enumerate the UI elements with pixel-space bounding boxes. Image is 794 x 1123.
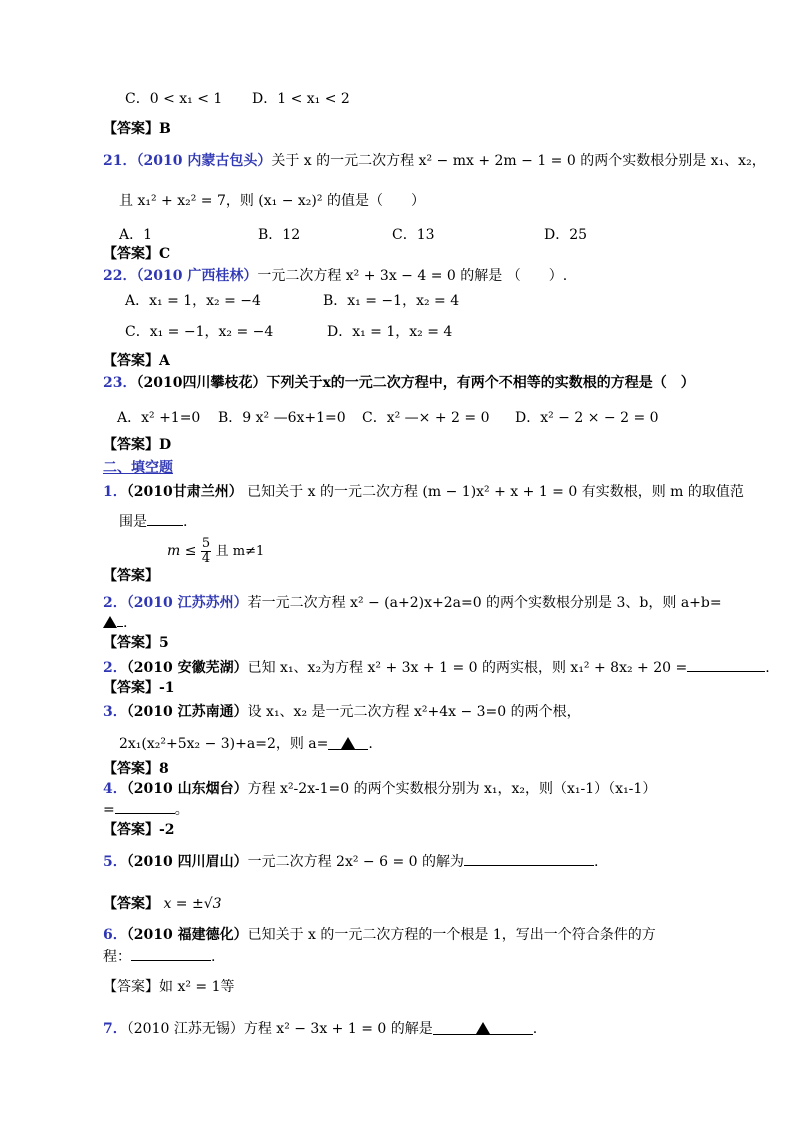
option-c: C．x₁ = −1，x₂ = −4: [125, 324, 274, 340]
period: .: [765, 660, 770, 676]
option-d: D．x² − 2 × − 2 = 0: [515, 410, 659, 426]
question-source: （2010 江苏无锡）: [126, 1021, 244, 1037]
fill-question-2b: [103, 657, 770, 677]
question-source: （2010 福建德化）: [126, 927, 248, 943]
answer-formula: [167, 536, 264, 567]
question-number: 2．: [103, 595, 127, 611]
question-number: 6．: [103, 927, 127, 943]
question-number: 22．: [103, 268, 137, 284]
question-source: （2010 四川眉山）: [126, 854, 248, 870]
fill-question-7: [103, 1020, 537, 1038]
question-source: （2010 山东烟台）: [126, 781, 248, 797]
question-text: 已知 x₁、x₂为方程 x² + 3x + 1 = 0 的两实根，则 x₁² + 8x₂ + 20 =: [247, 660, 688, 676]
triangle-icon: [103, 616, 117, 628]
question-number: 23．: [103, 375, 137, 391]
answer: [103, 895, 222, 913]
answer-value: x = ±√3: [163, 896, 222, 912]
question-number: 4．: [103, 781, 127, 797]
option-d: D．1 < x₁ < 2: [252, 91, 350, 107]
answer: 【答案】A: [103, 353, 170, 369]
question-number: 7．: [103, 1021, 127, 1037]
period: 。: [174, 802, 189, 818]
question-21-line2: 且 x₁² + x₂² = 7，则 (x₁ − x₂)² 的值是（ ）: [119, 193, 425, 209]
question-source: （2010四川攀枝花）: [136, 375, 267, 391]
triangle-icon: [476, 1022, 490, 1034]
option-c: C．0 < x₁ < 1: [125, 91, 223, 107]
answer: 【答案】如 x² = 1等: [103, 979, 235, 995]
fill-question-4: [103, 780, 656, 798]
period: .: [211, 949, 216, 965]
numerator: 5: [201, 535, 211, 551]
question-text: 一元二次方程 x² + 3x − 4 = 0 的解是 （ ）.: [257, 268, 568, 284]
answer-blank: [115, 799, 175, 814]
formula-m: m ≤: [167, 543, 197, 559]
equals: =: [103, 802, 115, 818]
answer-label: 【答案】: [103, 896, 159, 912]
question-text: 设 x₁、x₂ 是一元二次方程 x²+4x − 3=0 的两个根，: [247, 704, 581, 720]
fill-question-6-line2: [103, 946, 215, 966]
option-c: C．x² —× + 2 = 0: [362, 410, 490, 426]
fill-question-3: [103, 703, 581, 721]
question-source: （2010 内蒙古包头）: [136, 153, 272, 169]
answer: 【答案】5: [103, 635, 169, 651]
answer: 【答案】D: [103, 437, 172, 453]
question-source: （2010 江苏南通）: [126, 704, 248, 720]
period: .: [183, 514, 188, 530]
option-d: D．x₁ = 1，x₂ = 4: [327, 324, 453, 340]
formula-tail: 且 m≠1: [215, 544, 265, 559]
question-text: 若一元二次方程 x² − (a+2)x+2a=0 的两个实数根分别是 3、b，则 a+b=: [247, 595, 722, 611]
answer-blank: [131, 946, 211, 961]
triangle-icon: [341, 737, 355, 749]
fill-question-2a: [103, 594, 722, 612]
option-b: B．9 x² —6x+1=0: [218, 410, 346, 426]
fill-question-6: [103, 926, 656, 944]
answer: 【答案】C: [103, 246, 171, 262]
answer-label: 【答案】: [103, 568, 159, 584]
question-23: [103, 374, 695, 392]
question-text: 程：: [103, 949, 131, 965]
answer: 【答案】8: [103, 761, 169, 777]
fill-question-2a-line2: [103, 612, 127, 632]
fraction: [201, 537, 211, 566]
answer-blank: [433, 1020, 533, 1035]
section-title: 二、填空题: [103, 460, 173, 476]
option-b: B．12: [258, 227, 301, 243]
question-source: （2010 江苏苏州）: [126, 595, 248, 611]
option-a: A．x₁ = 1，x₂ = −4: [125, 293, 261, 309]
answer: 【答案】B: [103, 121, 171, 137]
fill-question-1: [103, 483, 744, 501]
period: .: [532, 1021, 538, 1037]
question-text: 已知关于 x 的一元二次方程的一个根是 1，写出一个符合条件的方: [247, 927, 656, 943]
fill-question-4-line2: [103, 799, 189, 819]
answer-blank: [147, 511, 183, 526]
question-number: 21．: [103, 153, 137, 169]
answer-blank: [328, 735, 368, 750]
question-22: [103, 267, 567, 285]
question-number: 3．: [103, 704, 127, 720]
question-text: 一元二次方程 2x² − 6 = 0 的解为: [247, 854, 464, 870]
option-b: B．x₁ = −1，x₂ = 4: [323, 293, 460, 309]
question-source: （2010 安徽芜湖）: [126, 660, 248, 676]
denominator: 4: [201, 550, 211, 566]
fill-question-3-line2: [119, 735, 373, 753]
question-number: 2．: [103, 660, 127, 676]
period: .: [123, 615, 128, 631]
question-source: （2010 广西桂林）: [136, 268, 258, 284]
question-21: [103, 152, 766, 170]
fill-question-1-line2: [119, 511, 187, 531]
question-number: 1．: [103, 484, 127, 500]
question-text: 方程 x² − 3x + 1 = 0 的解是: [243, 1021, 433, 1037]
fill-question-5: [103, 851, 598, 871]
answer-blank: [687, 657, 765, 672]
question-text: 围是: [119, 514, 147, 530]
option-a: A．1: [119, 227, 153, 243]
option-c: C．13: [392, 227, 435, 243]
option-d: D．25: [544, 227, 588, 243]
period: .: [368, 736, 373, 752]
question-source: （2010甘肃兰州）: [126, 484, 243, 500]
question-text: 下列关于x的一元二次方程中，有两个不相等的实数根的方程是（ ）: [266, 375, 695, 391]
option-a: A．x² +1=0: [117, 410, 201, 426]
question-text: 方程 x²-2x-1=0 的两个实数根分别为 x₁，x₂，则（x₁-1）（x₁-1）: [247, 781, 657, 797]
question-text: 关于 x 的一元二次方程 x² − mx + 2m − 1 = 0 的两个实数根分别是 x₁、x₂，: [271, 153, 766, 169]
question-number: 5．: [103, 854, 127, 870]
question-text: 已知关于 x 的一元二次方程 (m − 1)x² + x + 1 = 0 有实数根，则 m 的取值范: [247, 484, 744, 500]
answer: 【答案】-1: [103, 680, 175, 696]
period: .: [594, 854, 599, 870]
answer-blank: [464, 851, 594, 866]
answer: 【答案】-2: [103, 822, 175, 838]
question-text: 2x₁(x₂²+5x₂ − 3)+a=2，则 a=: [119, 736, 329, 752]
